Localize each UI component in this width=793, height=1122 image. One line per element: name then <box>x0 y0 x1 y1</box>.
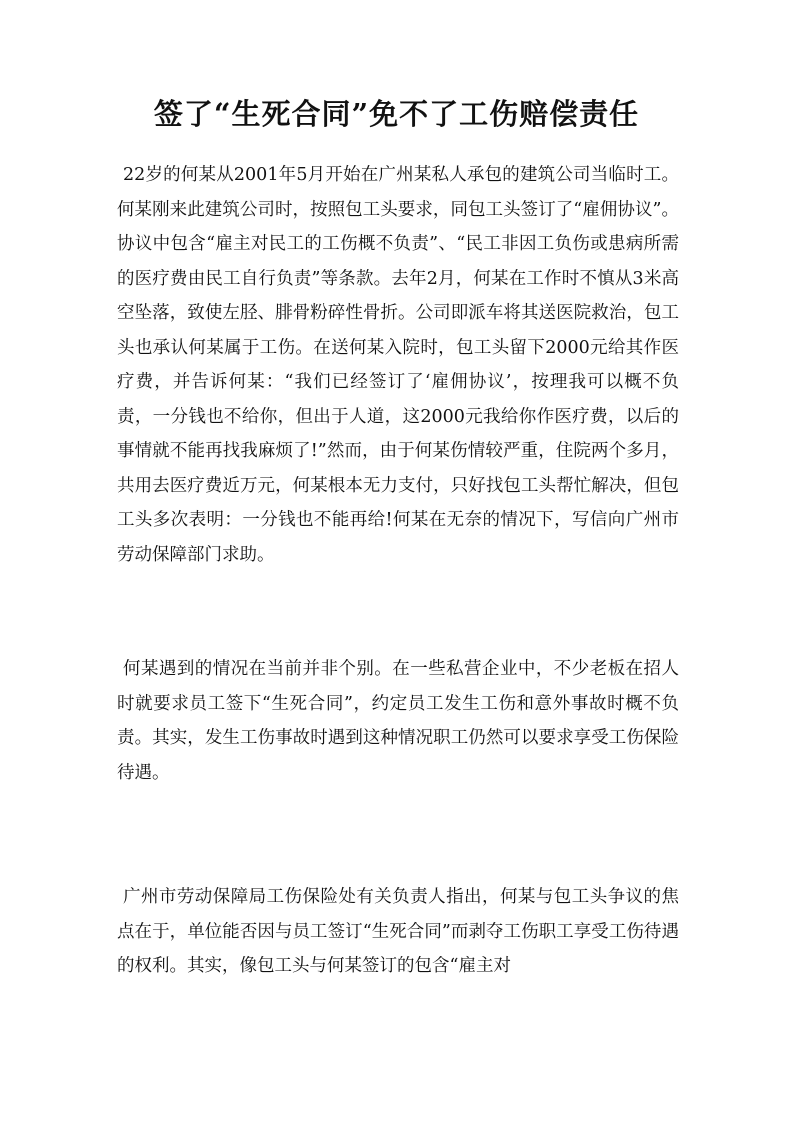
paragraph-3: 广州市劳动保障局工伤保险处有关负责人指出，何某与包工头争议的焦点在于，单位能否因与员工签订“生死合同”而剥夺工伤职工享受工伤待遇的权利。其实，像包工头与何某签订的包含“雇主对 <box>117 887 679 976</box>
paragraph-2: 何某遇到的情况在当前并非个别。在一些私营企业中，不少老板在招人时就要求员工签下“生死合同”，约定员工发生工伤和意外事故时概不负责。其实，发生工伤事故时遇到这种情况职工仍然可以要求享受工伤保险待遇。 <box>117 659 679 783</box>
paragraph-1: 22岁的何某从2001年5月开始在广州某私人承包的建筑公司当临时工。何某刚来此建筑公司时，按照包工头要求，同包工头签订了“雇佣协议”。协议中包含“雇主对民工的工伤概不负责”、“民工非因工负伤或患病所需的医疗费由民工自行负责”等条款。去年2月，何某在工作时不慎从3米高空坠落，致使左胫、腓骨粉碎性骨折。公司即派车将其送医院救治，包工头也承认何某属于工伤。在送何某入院时，包工头留下2000元给其作医疗费，并告诉何某：“我们已经签订了‘雇佣协议’，按理我可以概不负责，一分钱也不给你，但出于人道，这2000元我给你作医疗费，以后的事情就不能再找我麻烦了!”然而，由于何某伤情较严重，住院两个多月，共用去医疗费近万元，何某根本无力支付，只好找包工头帮忙解决，但包工头多次表明：一分钱也不能再给!何某在无奈的情况下，写信向广州市劳动保障部门求助。 <box>117 165 679 565</box>
document-title: 签了“生死合同”免不了工伤赔偿责任 <box>153 97 640 131</box>
